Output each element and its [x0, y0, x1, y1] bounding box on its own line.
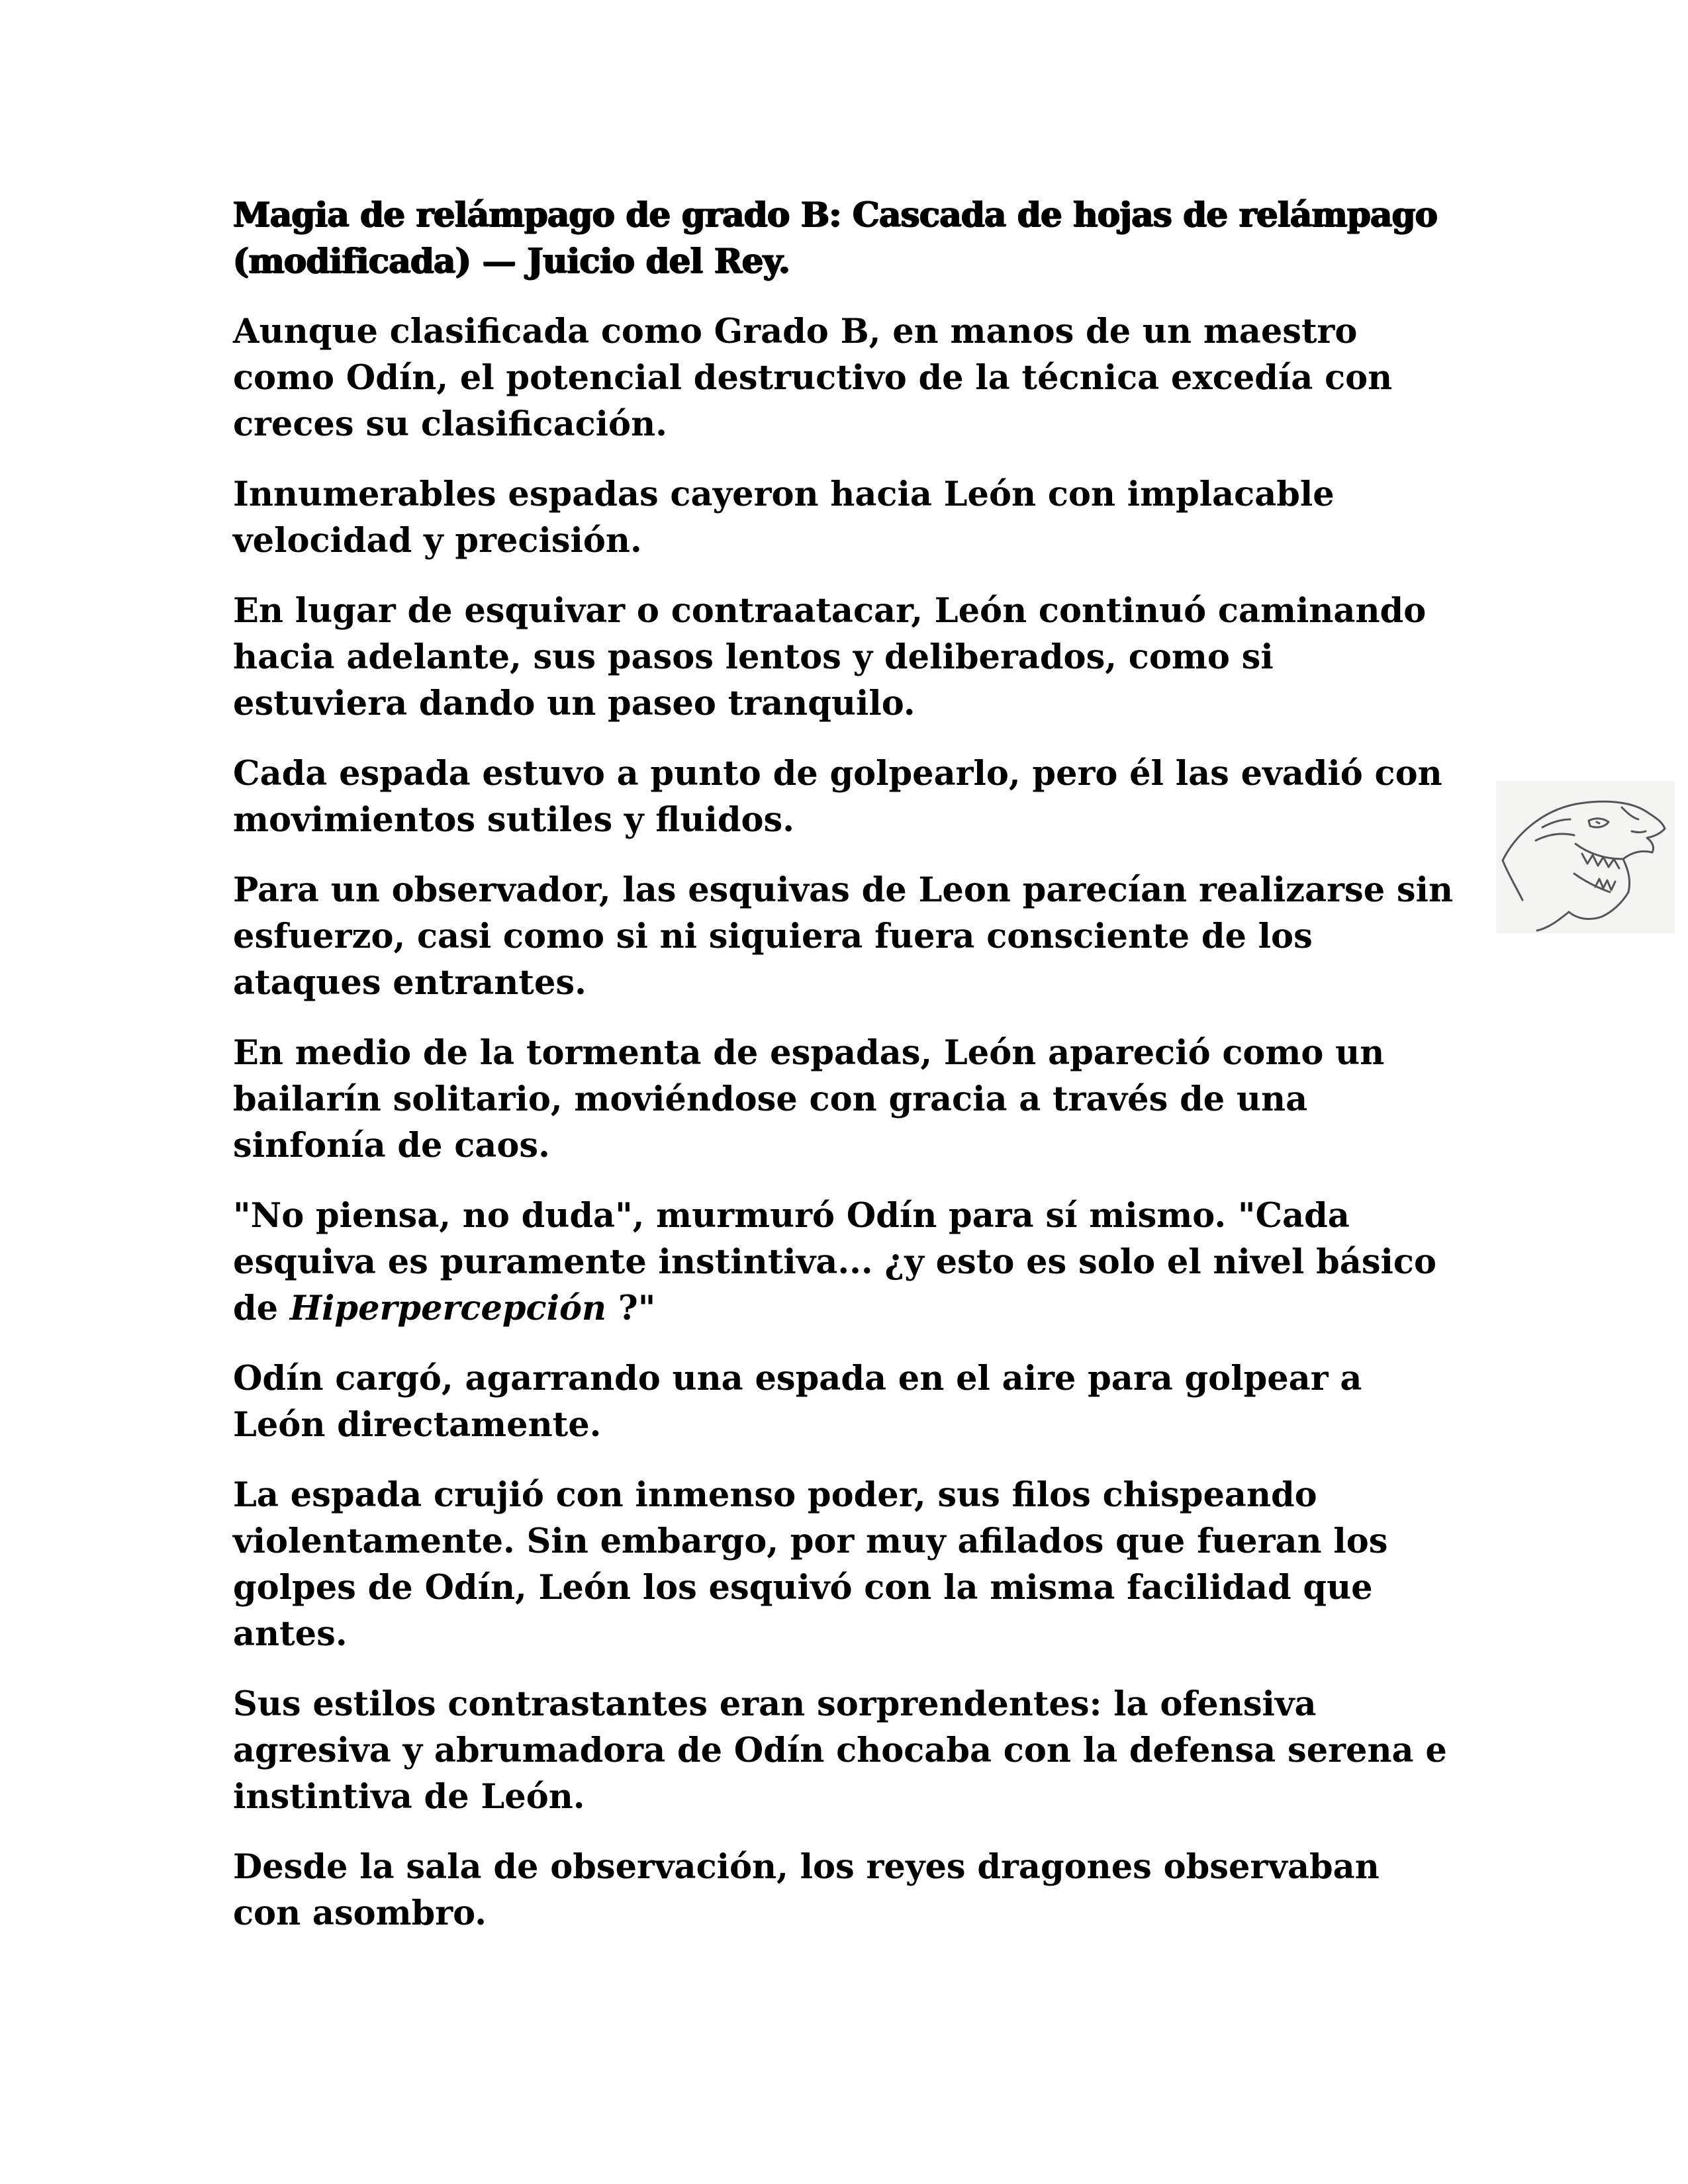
paragraph: En medio de la tormenta de espadas, León apareció como un bailarín solitario, moviéndose con gracia a través de una sinfonía de caos. — [233, 1033, 1385, 1165]
dinosaur-head-icon — [1496, 781, 1675, 933]
paragraph: Cada espada estuvo a punto de golpearlo, pero él las evadió con movimientos sutiles y fluidos. — [233, 754, 1442, 840]
quote-text-before: "No piensa, no duda", murmuró Odín para sí mismo. "Cada esquiva es puramente instintiva... ¿y esto es solo el nivel básico de — [233, 1196, 1436, 1328]
paragraph: Para un observador, las esquivas de Leon parecían realizarse sin esfuerzo, casi como si ni siquiera fuera consciente de los ataques entrantes. — [233, 870, 1454, 1003]
paragraph: Desde la sala de observación, los reyes dragones observaban con asombro. — [233, 1847, 1380, 1933]
chapter-heading: Magia de relámpago de grado B: Cascada de hojas de relámpago (modificada) — Juicio del Rey. — [233, 195, 1438, 281]
paragraph: La espada crujió con inmenso poder, sus filos chispeando violentamente. Sin embargo, por muy afilados que fueran los golpes de Odín, León los esquivó con la misma facilidad que antes. — [233, 1475, 1388, 1654]
paragraph: Aunque clasificada como Grado B, en manos de un maestro como Odín, el potencial destructivo de la técnica excedía con creces su clasificación. — [233, 312, 1393, 444]
quote-text-after: ?" — [606, 1289, 656, 1328]
paragraph: En lugar de esquivar o contraatacar, León continuó caminando hacia adelante, sus pasos lentos y deliberados, como si estuviera dando un paseo tranquilo. — [233, 591, 1427, 723]
quote-emphasis: Hiperpercepción — [289, 1289, 607, 1328]
paragraph: Innumerables espadas cayeron hacia León con implacable velocidad y precisión. — [233, 475, 1335, 561]
document-body — [233, 192, 1458, 1960]
paragraph: Sus estilos contrastantes eran sorprendentes: la ofensiva agresiva y abrumadora de Odín chocaba con la defensa serena e instintiva de León. — [233, 1684, 1447, 1817]
paragraph: Odín cargó, agarrando una espada en el aire para golpear a León directamente. — [233, 1359, 1362, 1445]
quote-paragraph — [233, 1193, 1458, 1332]
